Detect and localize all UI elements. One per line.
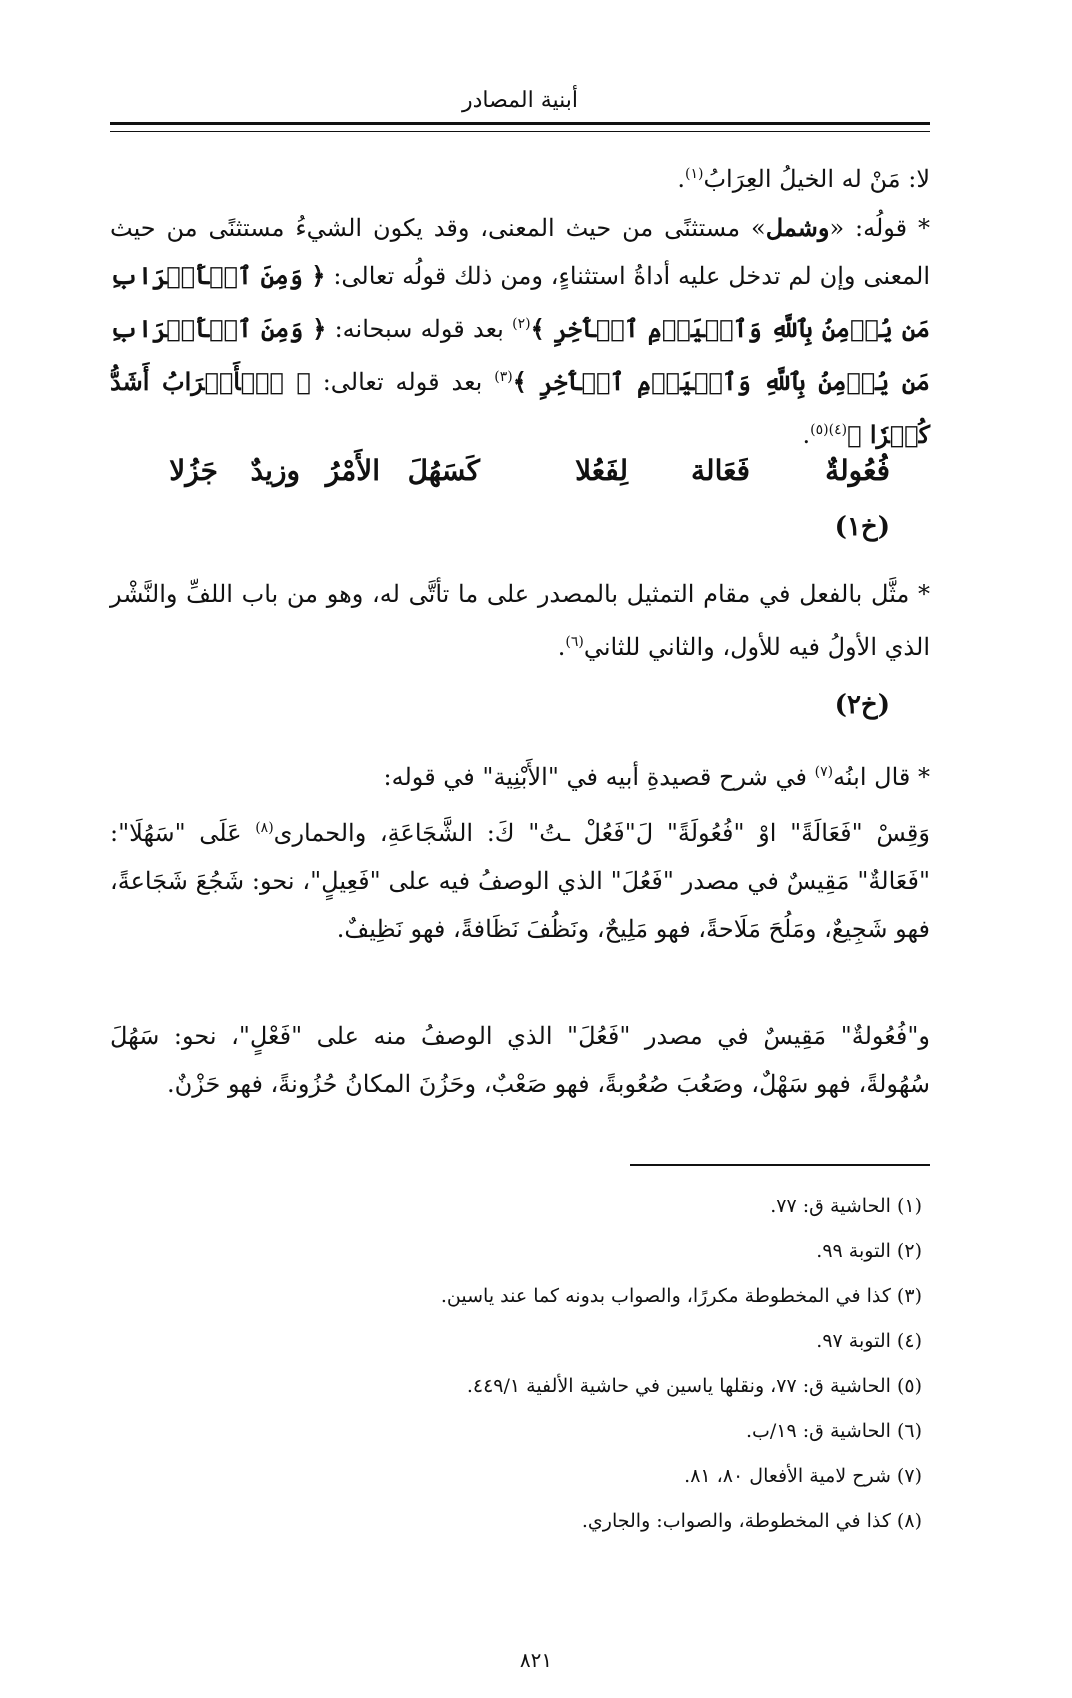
footnote-8: (٨) كذا في المخطوطة، والصواب: والجاري. (581, 1510, 922, 1532)
p1-bold-term: وشمل (765, 213, 830, 242)
footnote-4: (٤) التوبة ٩٧. (816, 1330, 922, 1352)
quran-quote-3: ﴿ ٱلۡأَعۡرَابُ أَشَدُّ كُفۡرٗا ﴾ (110, 367, 930, 449)
footnote-7: (٧) شرح لامية الأفعال ٨٠، ٨١. (684, 1465, 922, 1487)
footnote-separator (630, 1164, 930, 1166)
paragraph-5 (110, 1012, 930, 1108)
verse-word-4: كَسَهُلَ (407, 454, 480, 487)
marker-kh1: (خ١) (834, 512, 890, 542)
paragraph-1 (110, 204, 930, 459)
p2-text: * مثَّل بالفعل في مقام التمثيل بالمصدر على ما تأتَّى له، وهو من باب اللفِّ والنَّشْر الذي الأولُ فيه للأول، والثاني للثاني (110, 580, 930, 661)
paragraph-3 (110, 748, 930, 801)
verse-word-6: وزيدٌ (250, 454, 300, 487)
paragraph-2 (110, 570, 930, 671)
footnote-6: (٦) الحاشية ق: ١٩/ب. (745, 1420, 922, 1442)
p1-text-d: بعد قوله تعالى: (310, 368, 495, 396)
header-rule-thick (110, 122, 930, 125)
verse-line (150, 454, 890, 502)
quran-quote-1: ﴿ وَمِنَ ٱلۡأَعۡرَابِ مَن يُؤۡمِنُ بِٱللَّهِ وَٱلۡيَوۡمِ ٱلۡأٓخِرِ ﴾ (110, 261, 931, 343)
p1-text-a: * قولُه: « (829, 214, 931, 242)
verse-word-1: فُعُولةٌ (825, 454, 890, 487)
footnote-ref-2[interactable]: (٢) (512, 316, 531, 332)
footnote-ref-7[interactable]: (٧) (814, 764, 834, 780)
footnote-3: (٣) كذا في المخطوطة مكررًا، والصواب بدونه كما عند ياسين. (440, 1285, 922, 1307)
footnote-1: (١) الحاشية ق: ٧٧. (770, 1195, 922, 1217)
p0-text: لا: مَنْ له الخيلُ العِرَابُ (703, 165, 930, 193)
footnote-ref-6[interactable]: (٦) (565, 634, 584, 650)
footnote-ref-8[interactable]: (٨) (255, 820, 274, 836)
footnotes (110, 1184, 930, 1544)
footnote-2: (٢) التوبة ٩٩. (816, 1240, 922, 1262)
verse-word-7: جَزُلا (169, 454, 218, 487)
p3-text-b: في شرح قصيدةِ أبيه في "الأَبْنِية" في قوله: (383, 763, 815, 791)
p1-text-b: » مستثنًى من حيث المعنى، وقد يكون الشيءُ مستثنًى من حيث المعنى وإن لم تدخل عليه أداةُ استثناءٍ، ومن ذلك قولُه تعالى: (110, 214, 931, 290)
marker-kh2: (خ٢) (834, 690, 890, 720)
p4-text-b: عَلَى "سَهُلَا": "فَعَالةٌ" مَقِيسٌ في مصدر "فَعُلَ" الذي الوصفُ فيه على "فَعِيلٍ"، نحو: شَجُعَ شَجَاعةً، فهو شَجِيعٌ، ومَلُحَ مَلَاحةً، فهو مَلِيحٌ، ونَظُفَ نَظَافةً، فهو نَظِيفٌ. (110, 819, 930, 943)
verse-word-2: فَعَالة (691, 454, 750, 487)
running-title: أبنية المصادر (461, 88, 579, 113)
footnote-ref-3[interactable]: (٣) (494, 369, 513, 385)
footnote-ref-4-5[interactable]: (٤)(٥) (810, 422, 848, 438)
paragraph-4 (110, 804, 930, 953)
p1-text-c: بعد قوله سبحانه: (326, 315, 513, 343)
p3-text-a: * قال ابنُه (833, 763, 930, 791)
footnote-5: (٥) الحاشية ق: ٧٧، ونقلها ياسين في حاشية الألفية ٤٤٩/١. (466, 1375, 922, 1397)
p4-text-a: وَقِسْ "فَعَالَةً" اوْ "فُعُولَةً" لَ"فَعُلْ ـتُ" كَ: الشَّجَاعَةِ، والحمارى (273, 819, 930, 847)
verse-word-5: الأَمْرُ (325, 454, 380, 487)
footnote-ref-1[interactable]: (١) (684, 166, 704, 182)
p0-end: . (677, 165, 685, 193)
p1-end: . (802, 421, 811, 449)
p2-end: . (557, 633, 566, 661)
quran-quote-2: ﴿ وَمِنَ ٱلۡأَعۡرَابِ مَن يُؤۡمِنُ بِٱللَّهِ وَٱلۡيَوۡمِ ٱلۡأٓخِرِ ﴾ (110, 314, 930, 396)
p5-text: و"فُعُولةٌ" مَقِيسٌ في مصدر "فَعُلَ" الذي الوصفُ منه على "فَعْلٍ"، نحو: سَهُلَ سُهُولةً، فهو سَهْلٌ، وصَعُبَ صُعُوبةً، فهو صَعْبٌ، وحَزُنَ المكانُ حُزُونةً، فهو حَزْنٌ. (110, 1022, 930, 1098)
header-rule-thin (110, 131, 930, 132)
verse-word-3: لِفَعُلا (575, 454, 628, 487)
paragraph-0 (110, 150, 930, 203)
page-number: ٨٢١ (519, 1648, 553, 1672)
